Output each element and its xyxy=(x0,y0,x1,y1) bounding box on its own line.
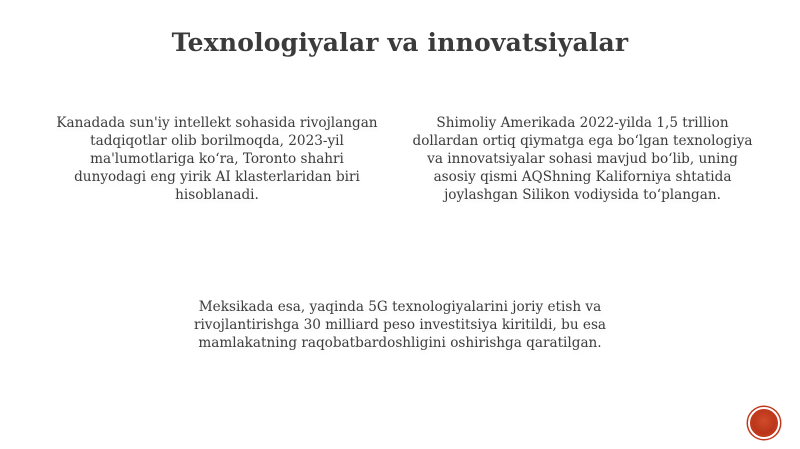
paragraph-mexico: Meksikada esa, yaqinda 5G texnologiyalarini joriy etish va rivojlantirishga 30 milliard peso investitsiya kiritildi, bu esa mamlakatning raqobatbardoshligini oshirishga qaratilgan. xyxy=(193,299,607,351)
paragraph-north-america: Shimoliy Amerikada 2022-yilda 1,5 trillion dollardan ortiq qiymatga ega bo‘lgan texnologiya va innovatsiyalar sohasi mavjud bo‘lib, uning asosiy qismi AQShning Kaliforniya shtatida joylashgan Silikon vodiysida to‘plangan. xyxy=(412,115,753,203)
paragraph-canada: Kanadada sun'iy intellekt sohasida rivojlangan tadqiqotlar olib borilmoqda, 2023-yil ma'lumotlariga ko‘ra, Toronto shahri dunyodagi eng yirik AI klasterlaridan biri hisoblanadi. xyxy=(56,115,378,203)
next-slide-button[interactable] xyxy=(748,407,780,439)
circle-icon xyxy=(753,412,775,434)
slide-title: Texnologiyalar va innovatsiyalar xyxy=(171,28,629,57)
